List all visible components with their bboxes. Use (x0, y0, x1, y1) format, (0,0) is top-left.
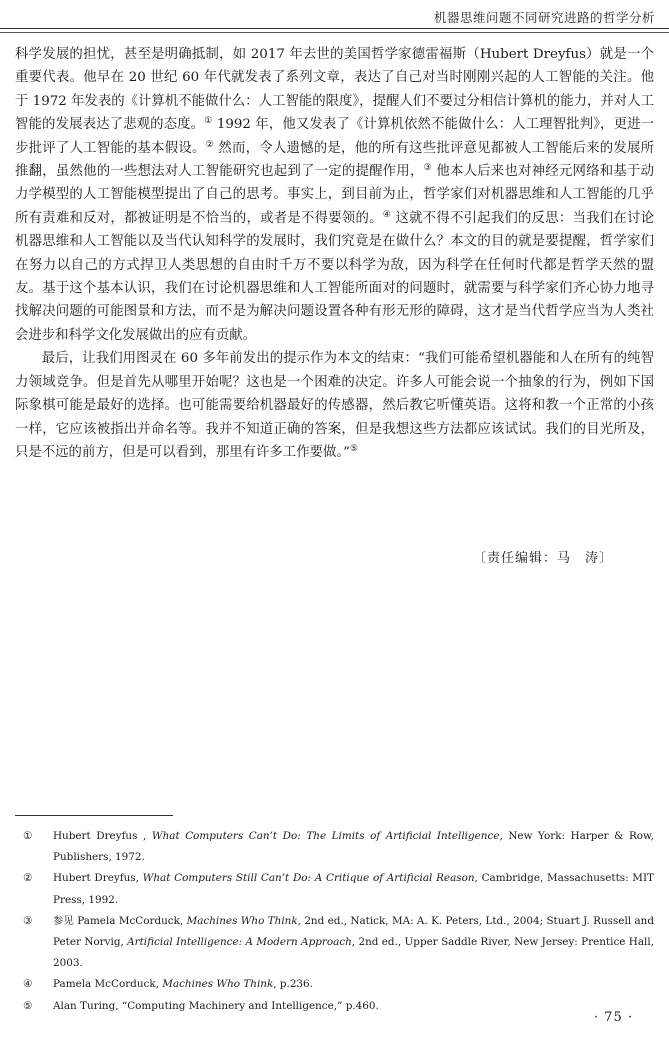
footnote-item (15, 911, 654, 975)
citation-text: 参见 Pamela McCorduck, (53, 914, 187, 927)
footnote-item (15, 974, 654, 995)
footnote-number: ③ (23, 914, 33, 927)
page-number: · 75 · (593, 1010, 633, 1025)
footnote-number: ② (23, 872, 33, 885)
cited-title: Artificial Intelligence: A Modern Approach (127, 936, 352, 949)
journal-section-title: 机器思维问题不同研究进路的哲学分析 (433, 10, 655, 25)
cited-title: Machines Who Think (162, 978, 274, 991)
citation-text: , New York: Harper & Row, Publishers, 1972. (53, 830, 654, 864)
footnote-number: ⑤ (23, 999, 33, 1012)
footnote-item (15, 868, 654, 910)
footnote-text (53, 996, 654, 1017)
footnote-number: ④ (23, 978, 33, 991)
header-rule (0, 28, 669, 29)
footnote-item (15, 826, 654, 868)
footnote-reference[interactable]: ⑤ (349, 443, 358, 454)
body-text-run: 然而，令人遗憾的是，他的所有这些批评意见都被人工智能后来的发展所推翻，虽然他的一些想法对人工智能研究也起到了一定的提醒作用， (15, 140, 654, 180)
footnote-text (53, 826, 654, 868)
footnote-reference[interactable]: ① (204, 116, 213, 127)
responsible-editor: 〔责任编辑：马 涛〕 (472, 551, 613, 566)
footnote-reference[interactable]: ④ (382, 209, 391, 220)
footnote-divider (15, 815, 173, 816)
body-text-run: 最后，让我们用图灵在 60 多年前发出的提示作为本文的结束：“我们可能希望机器能和人在所有的纯智力领域竞争。但是首先从哪里开始呢？这也是一个困难的决定。许多人可能会说一个抽象的行为，例如下国际象棋可能是最好的选择。也可能需要给机器最好的传感器，然后教它听懂英语。这将和教一个正常的小孩一样，它应该被指出并命名等。我并不知道正确的答案，但是我想这些方法都应该试试。我们的目光所及，只是不远的前方，但是可以看到，那里有许多工作要做。” (15, 351, 654, 460)
body-text-run: 科学发展的担忧，甚至是明确抵制，如 2017 年去世的美国哲学家德雷福斯（Hubert Dreyfus）就是一个重要代表。他早在 20 世纪 60 年代就发表了系列文章，表达了自己对当时刚刚兴起的人工智能的关注。他于 1972 年发表的《计算机不能做什么：人工智能的限度》，提醒人们不要过分相信计算机的能力，并对人工智能的发展表达了悲观的态度。 (15, 47, 654, 133)
citation-text: Pamela McCorduck, (53, 978, 163, 991)
citation-text: Hubert Dreyfus , (53, 830, 152, 842)
header-rule-thin (0, 32, 669, 33)
citation-text: , Cambridge, Massachusetts: MIT Press, 1992. (53, 872, 654, 906)
footnote-text (53, 868, 654, 910)
cited-title: What Computers Can’t Do: The Limits of Artificial Intelligence (151, 830, 500, 842)
citation-text: Hubert Dreyfus, (53, 872, 143, 885)
body-text-run: 他本人后来也对神经元网络和基于动力学模型的人工智能模型提出了自己的思考。事实上，到目前为止，哲学家们对机器思维和人工智能的几乎所有责难和反对，都被证明是不恰当的，或者是不得要领的。 (15, 164, 654, 226)
footnote-reference[interactable]: ② (205, 139, 214, 150)
body-text-run: 1992 年，他又发表了《计算机依然不能做什么：人工理智批判》，更进一步批评了人工智能的基本假设。 (15, 117, 654, 156)
citation-text: , p.236. (273, 978, 313, 991)
footnote-item (15, 996, 654, 1017)
citation-text: , 2nd ed., Natick, MA: A. K. Peters, Ltd., 2004; Stuart J. Russell and Peter Norvig, (53, 914, 654, 949)
footnote-reference[interactable]: ③ (423, 163, 432, 174)
running-header (0, 0, 669, 34)
cited-title: Machines Who Think (186, 914, 298, 927)
footnote-number: ① (23, 830, 33, 842)
citation-text: Alan Turing, “Computing Machinery and Intelligence,” p.460. (53, 999, 379, 1012)
footnote-text (53, 974, 654, 995)
cited-title: What Computers Still Can’t Do: A Critique of Artificial Reason (142, 872, 475, 885)
paragraph-conclusion (15, 347, 654, 464)
body-text-run: 这就不得不引起我们的反思：当我们在讨论机器思维和人工智能以及当代认知科学的发展时，我们究竟是在做什么？本文的目的就是要提醒，哲学家们在努力以自己的方式捍卫人类思想的自由时千万不要以科学为敌，因为科学在任何时代都是哲学天然的盟友。基于这个基本认识，我们在讨论机器思维和人工智能所面对的问题时，就需要与科学家们齐心协力地寻找解决问题的可能图景和方法，而不是为解决问题设置各种有形无形的障碍，这才是当代哲学应当为人类社会进步和科学文化发展做出的应有贡献。 (15, 210, 654, 343)
article-body (15, 43, 654, 464)
citation-text: , 2nd ed., Upper Saddle River, New Jersey: Prentice Hall, 2003. (53, 936, 654, 970)
footnotes (15, 826, 654, 1017)
paragraph-continued (15, 43, 654, 347)
footnote-text (53, 911, 654, 975)
